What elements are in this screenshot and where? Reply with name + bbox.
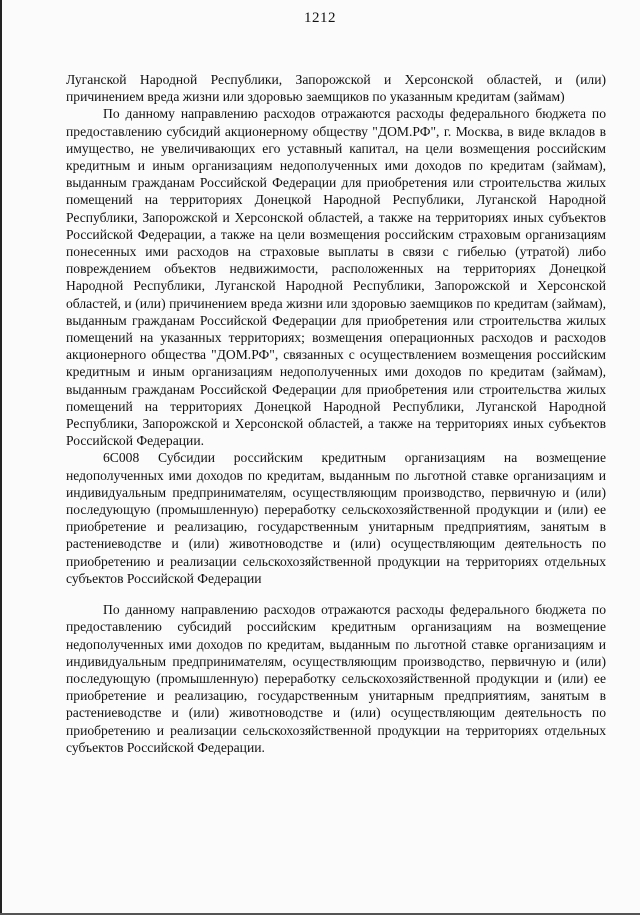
scan-edge-left — [0, 0, 2, 915]
paragraph-6c008-description: По данному направлению расходов отражаются расходы федерального бюджета по предоставлению субсидий российским кредитным организациям на возмещение недополученных ими доходов по кредитам, выданным по льготной ставке организациям и индивидуальным предпринимателям, осуществляющим производство, первичную и (или) последующую (промышленную) переработку сельскохозяйственной продукции и (или) ее приобретение и реализацию, государственным унитарным предприятиям, занятым в растениеводстве и (или) животноводстве и (или) осуществляющим деятельность по приобретению и реализации сельскохозяйственной продукции на территориях отдельных субъектов Российской Федерации. — [66, 602, 606, 755]
paragraph-dom-rf-expenses: По данному направлению расходов отражаются расходы федерального бюджета по предоставлению субсидий акционерному обществу "ДОМ.РФ", г. Москва, в виде вкладов в имущество, не увеличивающих его уставный капитал, на цели возмещения российским кредитным и иным организациям недополученных ими доходов по кредитам (займам), выданным гражданам Российской Федерации для приобретения или строительства жилых помещений на территориях Донецкой Народной Республики, Луганской Народной Республики, Запорожской и Херсонской областей, а также на территориях иных субъектов Российской Федерации, а также на цели возмещения российским страховым организациям понесенных ими расходов на страховые выплаты в связи с гибелью (утратой) либо повреждением объектов недвижимости, расположенных на территориях Донецкой Народной Республики, Луганской Народной Республики, Запорожской и Херсонской областей, и (или) причинением вреда жизни или здоровью заемщиков по кредитам (займам), выданным гражданам Российской Федерации для приобретения или строительства жилых помещений на указанных территориях; возмещения операционных расходов и расходов акционерного общества "ДОМ.РФ", связанных с осуществлением возмещения российским кредитным и иным организациям недополученных ими доходов по кредитам (займам), выданным гражданам Российской Федерации для приобретения или строительства жилых помещений на территориях Донецкой Народной Республики, Луганской Народной Республики, Запорожской и Херсонской областей, а также на территориях иных субъектов Российской Федерации. — [66, 106, 606, 449]
paragraph-6c008-heading: 6С008 Субсидии российским кредитным организациям на возмещение недополученных ими доходов по кредитам, выданным по льготной ставке организациям и индивидуальным предпринимателям, осуществляющим производство, первичную и (или) последующую (промышленную) переработку сельскохозяйственной продукции и (или) ее приобретение и реализацию, государственным унитарным предприятиям, занятым в растениеводстве и (или) животноводстве и (или) осуществляющим деятельность по приобретению и реализации сельскохозяйственной продукции на территориях отдельных субъектов Российской Федерации — [66, 450, 606, 586]
paragraph-continuation: Луганской Народной Республики, Запорожской и Херсонской областей, и (или) причинением вреда жизни или здоровью заемщиков по указанным кредитам (займам) — [66, 72, 606, 105]
document-body — [66, 71, 606, 756]
page-number: 1212 — [304, 10, 336, 26]
